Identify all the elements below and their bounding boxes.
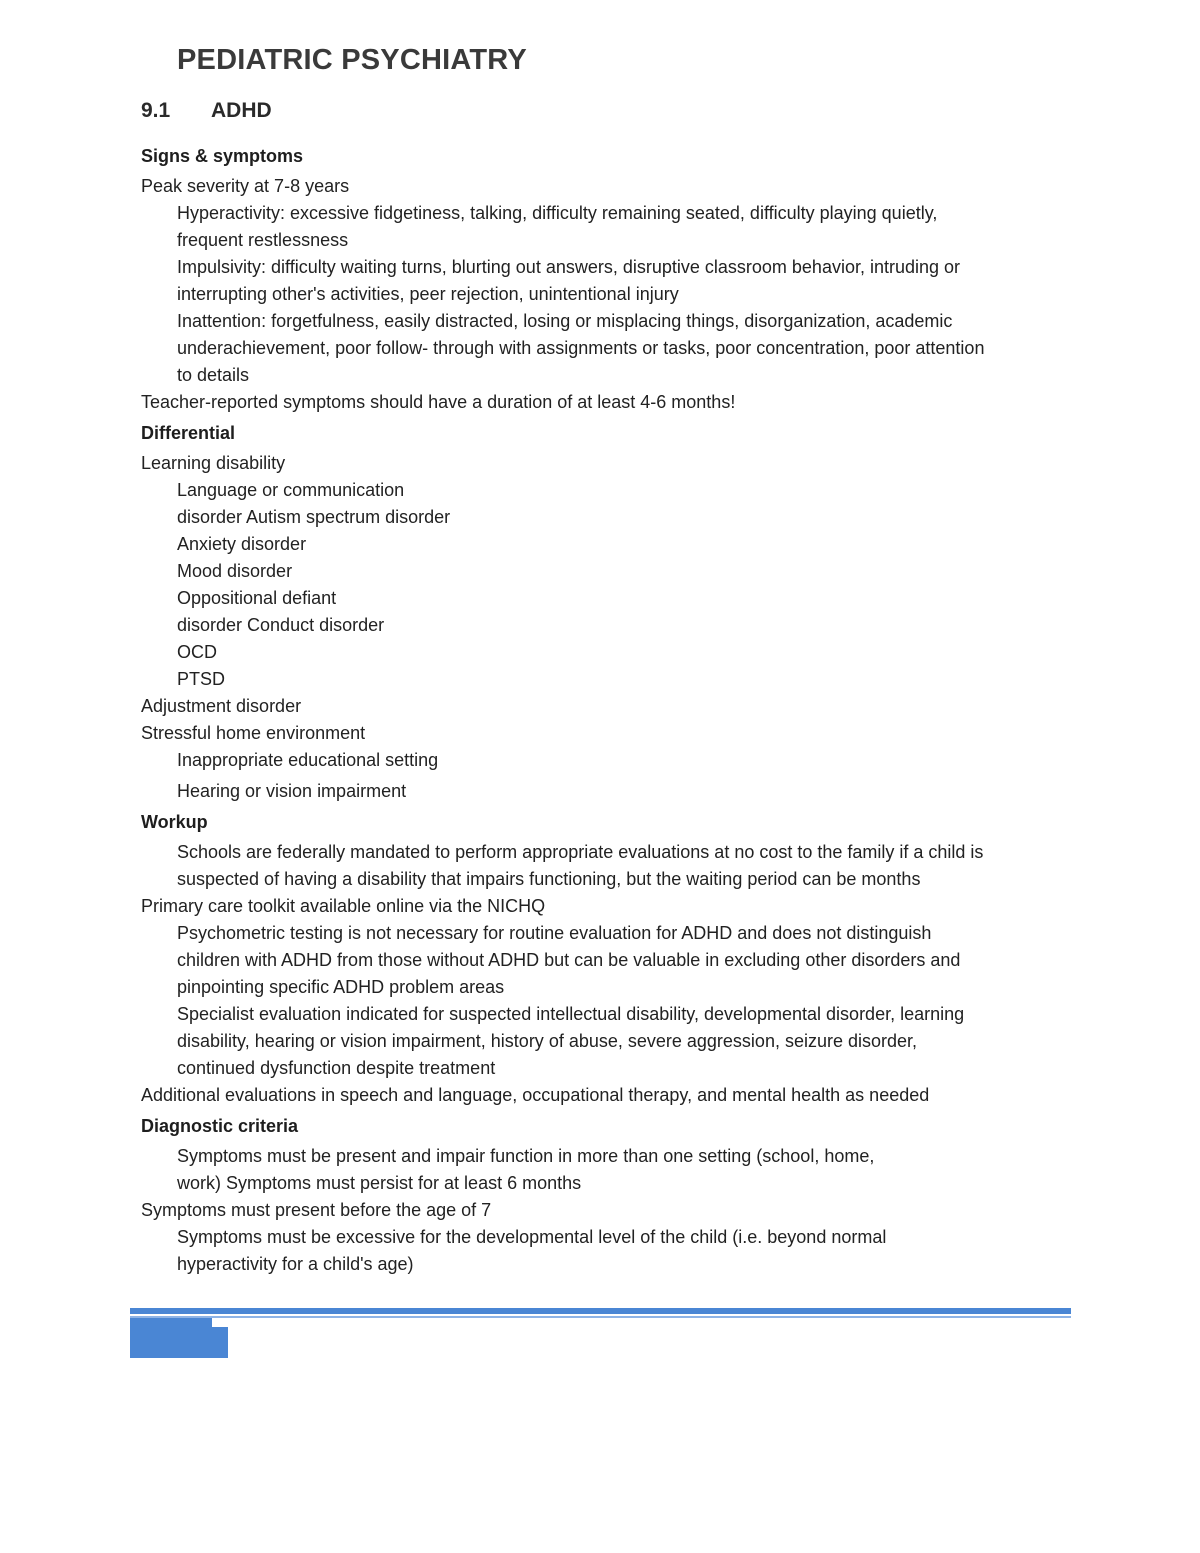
- diagnostic-before-age: Symptoms must present before the age of 7: [141, 1200, 492, 1220]
- signs-impulsivity-1: Impulsivity: difficulty waiting turns, blurting out answers, disruptive classroom behavior, intruding or: [177, 257, 961, 277]
- diagnostic-setting-1: Symptoms must be present and impair function in more than one setting (school, home,: [177, 1146, 875, 1166]
- footer-rule: [130, 1308, 1071, 1314]
- workup-psychometric-2: children with ADHD from those without ADHD but can be valuable in excluding other disorders and: [177, 950, 961, 970]
- workup-toolkit: Primary care toolkit available online via the NICHQ: [141, 896, 546, 916]
- workup-specialist-2: disability, hearing or vision impairment, history of abuse, severe aggression, seizure disorder,: [177, 1031, 918, 1051]
- footer-page-tab-cutout: [212, 1318, 228, 1327]
- differential-item: Adjustment disorder: [141, 696, 302, 716]
- footer-page-tab: [130, 1318, 212, 1358]
- section-number: 9.1: [141, 99, 171, 122]
- differential-item: Mood disorder: [177, 561, 293, 581]
- signs-heading: Signs & symptoms: [141, 146, 304, 166]
- differential-item: disorder Autism spectrum disorder: [177, 507, 451, 527]
- differential-item: Language or communication: [177, 480, 405, 500]
- workup-psychometric-3: pinpointing specific ADHD problem areas: [177, 977, 505, 997]
- differential-item: Learning disability: [141, 453, 286, 473]
- workup-specialist-3: continued dysfunction despite treatment: [177, 1058, 496, 1078]
- differential-item: PTSD: [177, 669, 226, 689]
- signs-hyperactivity-2: frequent restlessness: [177, 230, 349, 250]
- signs-hyperactivity-1: Hyperactivity: excessive fidgetiness, talking, difficulty remaining seated, difficulty playing quietly,: [177, 203, 938, 223]
- section-title: ADHD: [211, 99, 272, 122]
- signs-inattention-2: underachievement, poor follow- through with assignments or tasks, poor concentration, poor attention: [177, 338, 985, 358]
- footer-page-tab-notch: [212, 1327, 228, 1358]
- differential-item: Anxiety disorder: [177, 534, 307, 554]
- differential-item: disorder Conduct disorder: [177, 615, 385, 635]
- workup-psychometric-1: Psychometric testing is not necessary for routine evaluation for ADHD and does not distinguish: [177, 923, 932, 943]
- signs-inattention-1: Inattention: forgetfulness, easily distracted, losing or misplacing things, disorganization, academic: [177, 311, 953, 331]
- workup-schools-1: Schools are federally mandated to perform appropriate evaluations at no cost to the family if a child is: [177, 842, 984, 862]
- signs-inattention-3: to details: [177, 365, 250, 385]
- signs-teacher: Teacher-reported symptoms should have a duration of at least 4-6 months!: [141, 392, 736, 412]
- workup-additional: Additional evaluations in speech and language, occupational therapy, and mental health as needed: [141, 1085, 930, 1105]
- section-heading: [141, 99, 272, 123]
- differential-item: Hearing or vision impairment: [177, 781, 407, 801]
- differential-item: Stressful home environment: [141, 723, 366, 743]
- workup-heading: Workup: [141, 812, 208, 832]
- footer-rule-thin: [130, 1316, 1071, 1318]
- diagnostic-heading: Diagnostic criteria: [141, 1116, 299, 1136]
- differential-item: OCD: [177, 642, 217, 662]
- diagnostic-excessive-2: hyperactivity for a child's age): [177, 1254, 414, 1274]
- workup-specialist-1: Specialist evaluation indicated for suspected intellectual disability, developmental disorder, learning: [177, 1004, 965, 1024]
- document-body: [141, 143, 1071, 1278]
- differential-heading: Differential: [141, 423, 236, 443]
- differential-item: Oppositional defiant: [177, 588, 337, 608]
- signs-impulsivity-2: interrupting other's activities, peer rejection, unintentional injury: [177, 284, 679, 304]
- differential-item: Inappropriate educational setting: [177, 750, 439, 770]
- diagnostic-excessive-1: Symptoms must be excessive for the developmental level of the child (i.e. beyond normal: [177, 1227, 887, 1247]
- page-title: PEDIATRIC PSYCHIATRY: [177, 44, 527, 76]
- diagnostic-setting-2: work) Symptoms must persist for at least 6 months: [177, 1173, 582, 1193]
- workup-schools-2: suspected of having a disability that impairs functioning, but the waiting period can be months: [177, 869, 921, 889]
- signs-peak: Peak severity at 7-8 years: [141, 176, 350, 196]
